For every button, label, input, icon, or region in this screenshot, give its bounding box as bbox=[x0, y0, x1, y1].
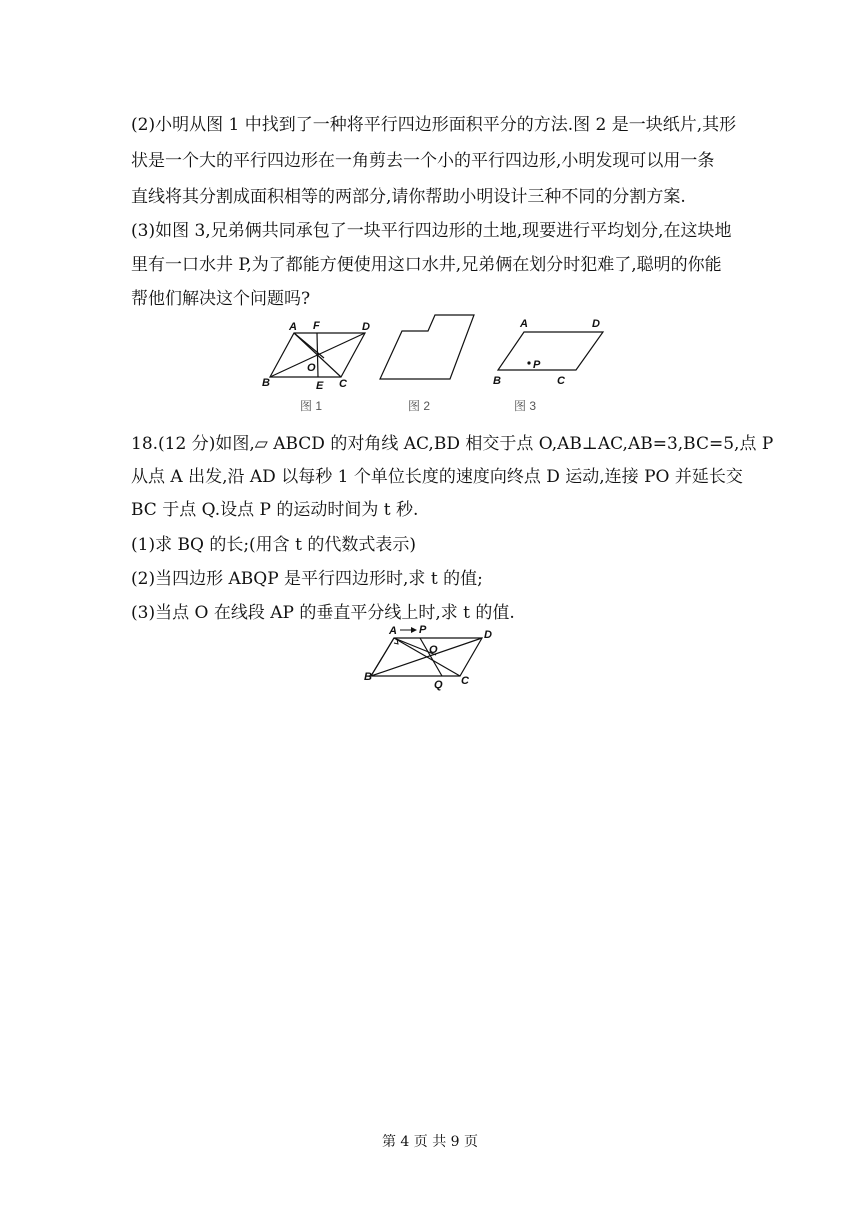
q17-part3-line-3: 帮他们解决这个问题吗? bbox=[131, 289, 311, 309]
q17-part3-line-1: (3)如图 3,兄弟俩共同承包了一块平行四边形的土地,现要进行平均划分,在这块地 bbox=[131, 221, 732, 241]
fig3-label-p: P bbox=[533, 359, 541, 371]
figure-1-caption: 图 1 bbox=[300, 399, 323, 413]
q18-line-2: 从点 A 出发,沿 AD 以每秒 1 个单位长度的速度向终点 D 运动,连接 PO 并延长交 bbox=[131, 467, 743, 487]
fig4-label-b: B bbox=[364, 671, 372, 683]
fig1-label-b: B bbox=[262, 377, 270, 389]
figure-q18 bbox=[362, 622, 500, 692]
fig4-label-a: A bbox=[389, 625, 397, 637]
fig3-label-b: B bbox=[493, 375, 501, 387]
q17-part3-line-2: 里有一口水井 P,为了都能方便使用这口水井,兄弟俩在划分时犯难了,聪明的你能 bbox=[131, 255, 722, 275]
fig1-label-d: D bbox=[362, 321, 370, 333]
q17-part2-line-3: 直线将其分割成面积相等的两部分,请你帮助小明设计三种不同的分割方案. bbox=[131, 187, 686, 207]
fig1-label-a: A bbox=[289, 321, 297, 333]
q18-line-3: BC 于点 Q.设点 P 的运动时间为 t 秒. bbox=[131, 500, 419, 520]
q17-part2-line-1: (2)小明从图 1 中找到了一种将平行四边形面积平分的方法.图 2 是一块纸片,其形 bbox=[131, 115, 737, 135]
q18-part-1: (1)求 BQ 的长;(用含 t 的代数式表示) bbox=[131, 535, 416, 555]
figure-1 bbox=[258, 316, 378, 396]
fig3-label-d: D bbox=[592, 318, 600, 330]
fig1-label-o: O bbox=[307, 362, 316, 374]
fig4-label-p: P bbox=[419, 624, 427, 636]
fig3-label-c: C bbox=[557, 375, 565, 387]
fig1-label-f: F bbox=[313, 320, 320, 332]
fig3-label-a: A bbox=[520, 318, 528, 330]
q17-part2-line-2: 状是一个大的平行四边形在一角剪去一个小的平行四边形,小明发现可以用一条 bbox=[131, 151, 715, 171]
fig4-label-q: Q bbox=[434, 679, 443, 691]
fig4-label-o: O bbox=[429, 644, 438, 656]
q18-part-3: (3)当点 O 在线段 AP 的垂直平分线上时,求 t 的值. bbox=[131, 603, 515, 623]
fig4-label-d: D bbox=[484, 629, 492, 641]
fig4-label-c: C bbox=[461, 675, 469, 687]
q18-line-1: 18.(12 分)如图,▱ ABCD 的对角线 AC,BD 相交于点 O,AB⊥AC,AB=3,BC=5,点 P bbox=[131, 434, 774, 454]
q18-part-2: (2)当四边形 ABQP 是平行四边形时,求 t 的值; bbox=[131, 569, 483, 589]
figure-3 bbox=[488, 314, 610, 390]
figure-3-caption: 图 3 bbox=[514, 399, 537, 413]
figure-2 bbox=[378, 313, 478, 383]
fig1-label-c: C bbox=[339, 378, 347, 390]
figure-2-caption: 图 2 bbox=[408, 399, 431, 413]
page-footer: 第 4 页 共 9 页 bbox=[381, 1134, 479, 1150]
fig1-label-e: E bbox=[316, 380, 324, 392]
